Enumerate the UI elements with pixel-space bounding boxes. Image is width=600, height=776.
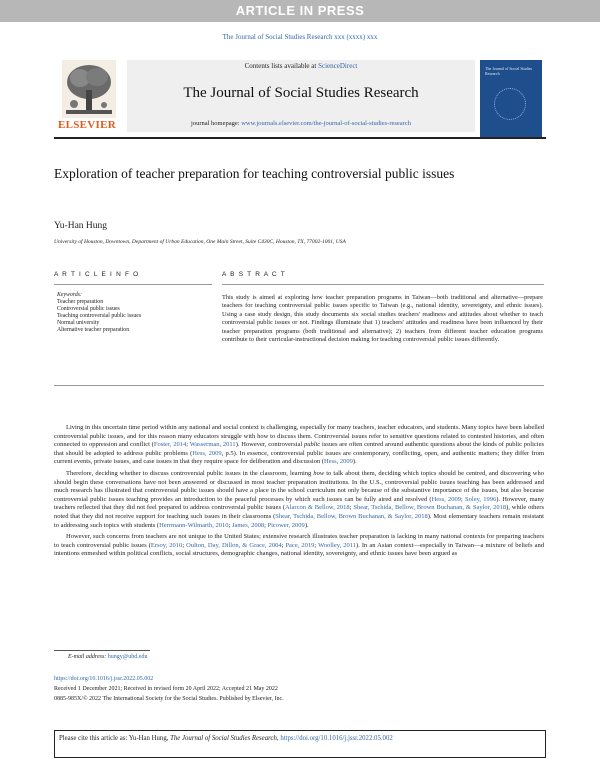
elsevier-tree-icon <box>62 60 116 118</box>
homepage-label: journal homepage: <box>191 120 242 127</box>
email-label: E-mail address: <box>68 654 108 660</box>
header-rule <box>54 137 546 139</box>
elsevier-wordmark: ELSEVIER <box>57 119 117 131</box>
body-paragraph: Therefore, deciding whether to discuss controversial public issues in the classroom, learning how to talk about them, deciding which topics should be centred, and discovering who should begin these conversations have not been answered or discussed in most teacher preparation institutions. In the U.S., controversial public issues teaching has been addressed and much research has illustrated that controversial public issues should have a place in the school curriculum not only because of the substantive importance of the issues, but also because controversial public issues teaching provides an introduction to the peaceful processes by which such issues can be fully aired and resolved (Hess, 2009; Soley, 1996). However, many teachers reflected that they did not feel prepared to address controversial public issues (Alarcon & Bellow, 2018; Shear, Tschida, Bellow, Brown Buchanan, & Saylor, 2018), while others noted that they did not receive support for teaching such issues in their classrooms (Shear, Tschida, Bellow, Brown Buchanan, & Saylor, 2018). Most elementary teachers remain resistant to addressing such topics with students (Herrmann-Wilmarth, 2010; James, 2008; Picower, 2009). <box>54 469 545 529</box>
citation-text: Please cite this article as: Yu-Han Hung, The Journal of Social Studies Research, https://doi.org/10.1016/j.jssr.2022.05.002 <box>59 735 393 742</box>
article-dates: Received 1 December 2021; Received in revised form 20 April 2022; Accepted 21 May 2022 <box>54 686 278 692</box>
keyword-item: Teaching controversial public issues <box>57 313 142 319</box>
cover-title: The Journal of Social Studies Research <box>485 66 533 76</box>
citation-link[interactable]: Oulton, Day, Dillon, & Grace, 2004 <box>186 541 282 549</box>
doi-link[interactable]: https://doi.org/10.1016/j.jssr.2022.05.002 <box>54 676 154 682</box>
author-email <box>68 654 147 660</box>
citation-link[interactable]: Woolley, 2011 <box>318 541 357 549</box>
body-paragraph: Living in this uncertain time period within any national and social context is challenging, especially for many teachers, teacher educators, and students. Many topics have been labelled controversial public issues, and for this reason many educators struggle with how to discuss them. Controversial issues refer to sensitive questions related to contested histories, and often connected to oppression and conflict (Foster, 2014; Wasserman, 2011). However, controversial public issues are often centred around authentic questions about the kinds of public policies that should be adopted to address public problems (Hess, 2009, p.5). In essence, controversial public issues are contemporary, conflicting, open, and authentic matters; they differ from current events, private issues, and case issues in that they require space for deliberation and discussion (Hess, 2009). <box>54 424 544 466</box>
citation-link[interactable]: Hess, 2009 <box>431 495 462 503</box>
keywords-block <box>57 292 217 334</box>
citation-link[interactable]: Shear, Tschida, Bellow, Brown Buchanan, & Saylor, 2018 <box>275 512 428 520</box>
citation-link[interactable]: Hess, 2009 <box>324 458 353 466</box>
journal-title: The Journal of Social Studies Research <box>183 85 419 101</box>
article-info-heading: A R T I C L E I N F O <box>54 271 140 278</box>
article-title: Exploration of teacher preparation for teaching controversial public issues <box>54 166 455 181</box>
cover-graphic <box>494 88 526 120</box>
citation-link[interactable]: Ersoy, 2010 <box>150 541 183 549</box>
article-info-rule <box>54 284 212 285</box>
abstract-rule <box>222 284 544 285</box>
keyword-item: Controversial public issues <box>57 306 120 312</box>
abstract-heading: A B S T R A C T <box>222 271 286 278</box>
journal-cover[interactable] <box>480 60 542 138</box>
body-paragraph: However, such concerns from teachers are not unique to the United States; extensive research illustrates teacher preparation is lacking in many national contexts for preparing teachers to teach controversial public issues (Ersoy, 2010; Oulton, Day, Dillon, & Grace, 2004; Pace, 2019; Woolley, 2011). In an Asian context—especially in Taiwan—a mixture of beliefs and intentions enmeshed within political conflicts, social structures, demographic changes, national identity, sovereignty, and ethnic issues have been argued as <box>54 533 544 558</box>
affiliation: University of Houston, Downtown, Department of Urban Education, One Main Street, Suite C430C, Houston, TX, 77002-1001, USA <box>54 239 346 245</box>
journal-homepage <box>127 120 475 127</box>
citation-link[interactable]: Soley, 1996 <box>465 495 497 503</box>
citation-link[interactable]: Wasserman, 2011 <box>189 441 236 449</box>
keyword-item: Teacher preparation <box>57 299 104 305</box>
sciencedirect-link[interactable]: ScienceDirect <box>318 62 358 70</box>
contents-prefix: Contents lists available at <box>244 62 319 70</box>
citation-link[interactable]: Picower, 2009 <box>267 521 305 529</box>
email-link[interactable]: hungy@uhd.edu <box>107 654 148 660</box>
contents-line <box>127 62 475 70</box>
citation-link[interactable]: Herrmann-Wilmarth, 2010 <box>159 521 229 529</box>
elsevier-logo[interactable] <box>54 60 119 130</box>
citation-link[interactable]: Pace, 2019 <box>285 541 315 549</box>
homepage-link[interactable]: www.journals.elsevier.com/the-journal-of-social-studies-research <box>241 120 411 127</box>
citation-link[interactable]: Hess, 2009 <box>192 449 222 457</box>
abstract-text: This study is aimed at exploring how teacher preparation programs in Taiwan—both traditional and alternative—prepare teachers for teaching controversial public issues specific to Taiwan (e.g., national identity, sovereignty, and ethnic issues). Using a case study design, this study documents six social studies teachers' readiness and attitudes about whether to teach controversial public issues or not. Findings illuminate that 1) teachers' attitudes and readiness have been influenced by their teacher preparation programs (both traditional and alternative); 2) teachers from different teacher education programs contribute to their curricular-instructional decision making for teaching controversial public issues differently. <box>222 294 543 344</box>
keyword-item: Alternative teacher preparation <box>57 327 130 333</box>
footnote-rule <box>54 650 150 651</box>
article-body <box>54 424 544 562</box>
running-head: The Journal of Social Studies Research xxx (xxxx) xxx <box>222 33 378 41</box>
keyword-item: Normal university <box>57 320 100 326</box>
abstract-bottom-rule <box>54 385 544 386</box>
issn-copyright: 0885-985X/© 2022 The International Society for the Social Studies. Published by Elsevier, Inc. <box>54 696 284 702</box>
citation-link[interactable]: Alarcon & Bellow, 2018 <box>285 504 350 512</box>
citation-link[interactable]: James, 2008 <box>231 521 265 529</box>
keywords-heading: Keywords: <box>57 292 82 298</box>
citation-doi-link[interactable]: https://doi.org/10.1016/j.jssr.2022.05.002 <box>280 735 393 742</box>
citation-box <box>54 730 546 758</box>
author-name[interactable]: Yu-Han Hung <box>54 221 108 231</box>
citation-link[interactable]: Foster, 2014 <box>153 441 187 449</box>
article-in-press-banner: ARTICLE IN PRESS <box>0 0 600 22</box>
citation-link[interactable]: Shear, Tschida, Bellow, Brown Buchanan, & Saylor, 2018 <box>353 504 507 512</box>
